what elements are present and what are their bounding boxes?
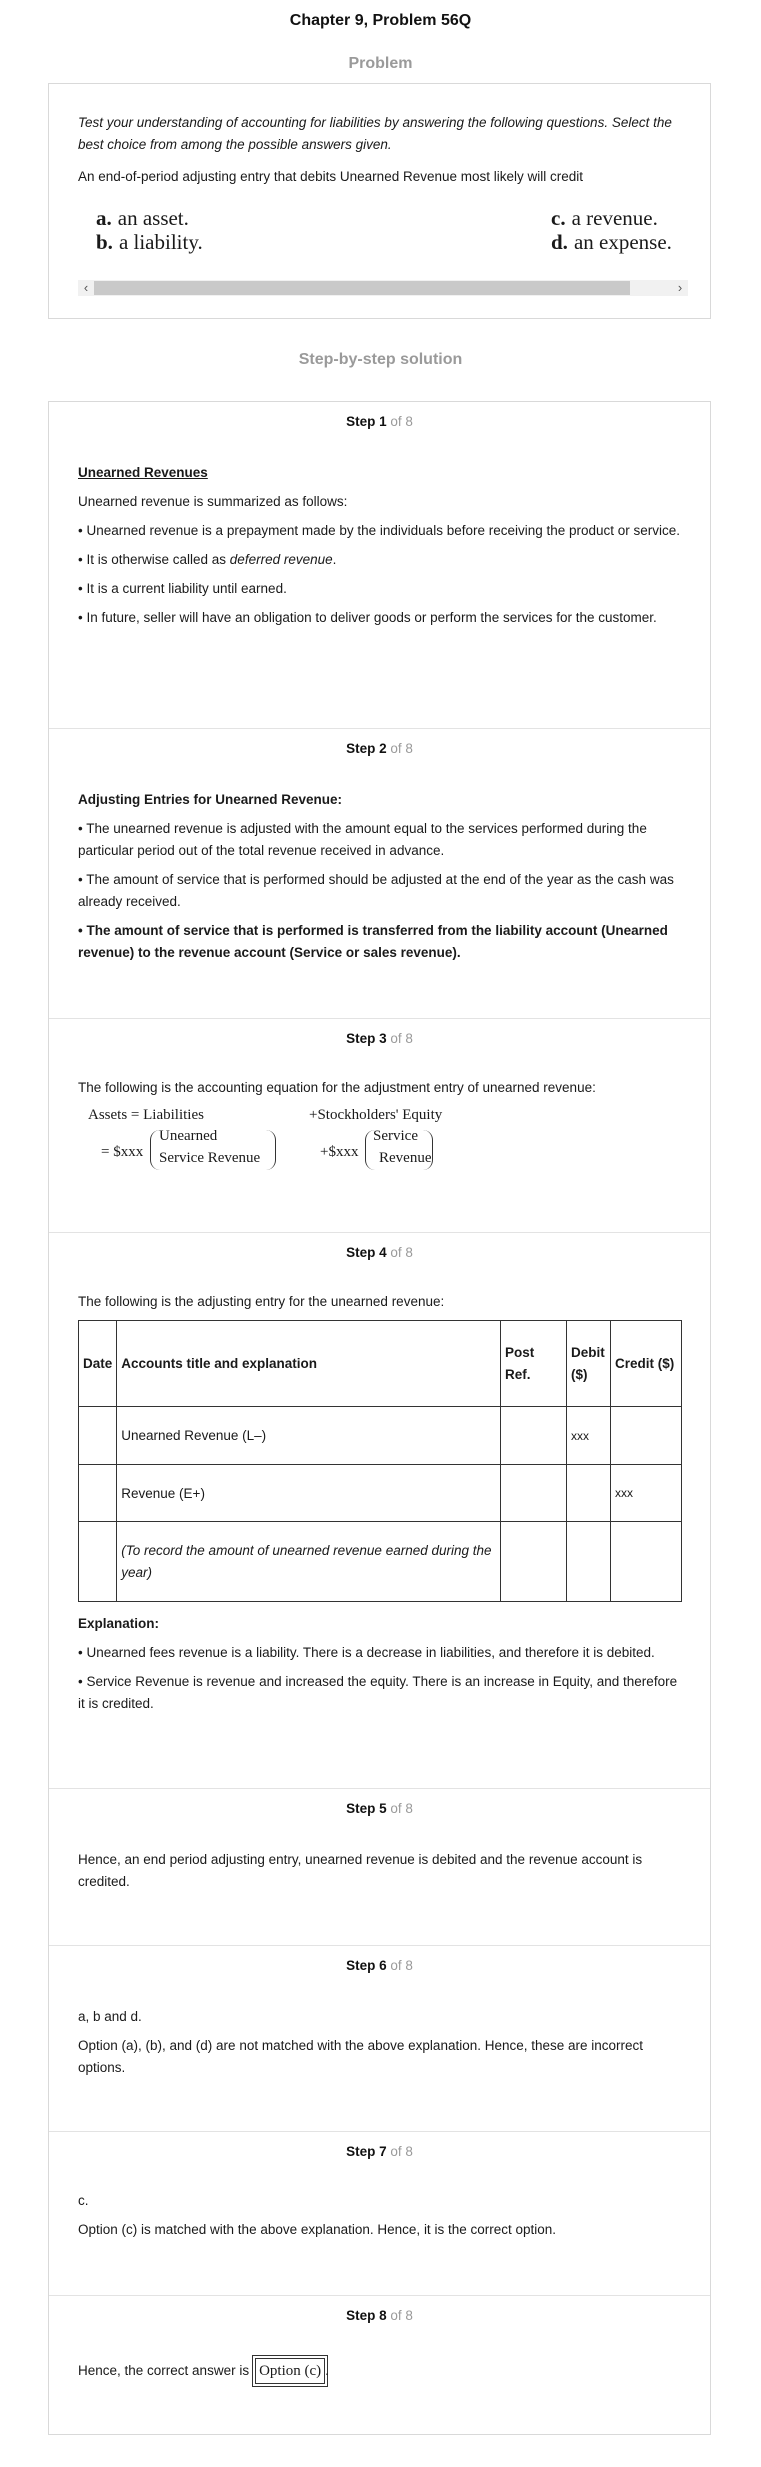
step-5 [49,1789,710,1946]
step-1: Step 1 of 8 Unearned Revenues Unearned revenue is summarized as follows: • Unearned revenue is a prepayment made by the individuals before receiving the product or service. • It is otherwise called as deferred revenue. • It is a current liability until earned. • In future, seller will have an obligation to deliver goods or perform the services for the customer. [49,402,710,729]
answer-box: Option (c) [255,2358,325,2384]
table-header-row [79,1321,682,1407]
solution-card [48,401,711,2435]
problem-question: An end-of-period adjusting entry that debits Unearned Revenue most likely will credit [78,169,584,184]
step-text: Option (c) is matched with the above explanation. Hence, it is the correct option. [78,2222,556,2237]
choice-c: c. a revenue. [551,206,658,230]
step-header: Step 1 of 8 [346,414,413,429]
scroll-left-icon[interactable]: ‹ [83,280,89,295]
table-row: Unearned Revenue (L–) xxx [79,1407,682,1465]
journal-entry-table [78,1320,682,1602]
explanation-title: Explanation: [78,1616,160,1631]
step-7 [49,2132,710,2296]
step-4 [49,1233,710,1789]
step-header: Step 4 of 8 [346,1245,413,1260]
scrollbar-thumb[interactable] [94,281,630,295]
bullet: • Service Revenue is revenue and increased the equity. There is an increase in Equity, and therefore it is credited. [78,1674,678,1711]
bullet: • Unearned revenue is a prepayment made by the individuals before receiving the product or service. [78,523,681,538]
choice-d: d. an expense. [551,230,672,254]
col-credit: Credit ($) [611,1321,682,1407]
table-row [79,1522,682,1602]
col-date: Date [79,1321,117,1407]
horizontal-scrollbar[interactable] [78,280,688,296]
scroll-right-icon[interactable]: › [677,280,683,295]
problem-heading: Problem [348,55,413,72]
step-2 [49,729,710,1019]
step-answer: c. [78,2193,89,2208]
step-header: Step 6 of 8 [346,1958,413,1973]
bullet: • The amount of service that is performed should be adjusted at the end of the year as the cash was already received. [78,872,674,909]
step-title: Adjusting Entries for Unearned Revenue: [78,792,343,807]
choices-scroll-area[interactable] [78,196,688,256]
problem-card [48,83,711,319]
col-post-ref: Post Ref. [501,1321,567,1407]
bullet: • The amount of service that is performed is transferred from the liability account (Unearned revenue) to the revenue account (Service or sales revenue). [78,923,668,960]
step-header: Step 8 of 8 [346,2308,413,2323]
solution-heading: Step-by-step solution [298,351,463,368]
bullet: • In future, seller will have an obligation to deliver goods or perform the services for the customer. [78,610,657,625]
bullet: • The unearned revenue is adjusted with the amount equal to the services performed during the particular period out of the total revenue received in advance. [78,821,647,858]
step-header: Step 2 of 8 [346,741,413,756]
step-6 [49,1946,710,2132]
step-8 [49,2296,710,2434]
final-answer: Hence, the correct answer is Option (c) . [78,2358,682,2384]
step-intro: The following is the adjusting entry for the unearned revenue: [78,1294,445,1309]
step-text: Option (a), (b), and (d) are not matched with the above explanation. Hence, these are incorrect options. [78,2038,644,2075]
step-text: Hence, an end period adjusting entry, unearned revenue is debited and the revenue account is credited. [78,1852,643,1889]
step-title: Unearned Revenues [78,465,208,480]
choice-b: b. a liability. [96,230,203,254]
bullet: • Unearned fees revenue is a liability. There is a decrease in liabilities, and therefore it is debited. [78,1645,655,1660]
step-3: Step 3 of 8 The following is the accounting equation for the adjustment entry of unearned revenue: Assets = Liabilities +Stockholders' Equity = $xxx Unearned Service Revenue +$xxx Service Revenue [49,1019,710,1233]
entry-note: (To record the amount of unearned revenue earned during the year) [117,1522,501,1602]
page-title: Chapter 9, Problem 56Q [289,12,472,29]
choice-a: a. an asset. [96,206,189,230]
bullet: • It is otherwise called as deferred revenue. [78,552,337,567]
col-debit: Debit ($) [567,1321,611,1407]
step-header: Step 3 of 8 [346,1031,413,1046]
bullet: • It is a current liability until earned. [78,581,287,596]
step-intro: The following is the accounting equation for the adjustment entry of unearned revenue: [78,1080,596,1095]
col-account: Accounts title and explanation [117,1321,501,1407]
step-header: Step 5 of 8 [346,1801,413,1816]
table-row: Revenue (E+) xxx [79,1465,682,1522]
step-answer: a, b and d. [78,2009,142,2024]
problem-instructions: Test your understanding of accounting for liabilities by answering the following questions. Select the best choice from among the possible answers given. [78,115,672,152]
step-header: Step 7 of 8 [346,2144,413,2159]
